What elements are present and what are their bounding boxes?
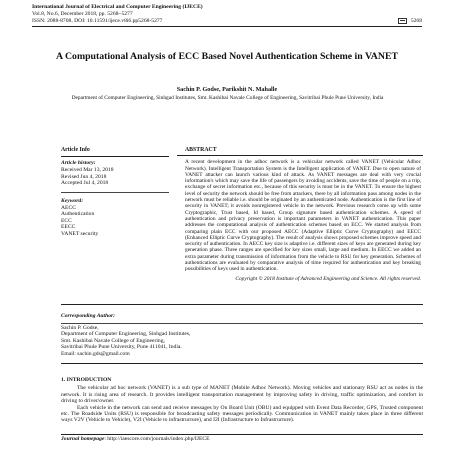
corresponding-bottom-rule xyxy=(61,363,423,364)
revised-date: Revised Jun 4, 2018 xyxy=(61,173,107,180)
article-info-heading: Article Info xyxy=(61,146,169,157)
accepted-date: Accepted Jul 4, 2018 xyxy=(61,180,109,187)
journal-footer xyxy=(61,436,210,442)
corresponding-author-heading: Corresponding Author: xyxy=(61,313,116,319)
corresponding-line: Department of Computer Engineering, Sinhgad Institutes, xyxy=(61,331,191,338)
corresponding-author-details xyxy=(61,325,261,357)
paper-authors: Sachin P. Godse, Parikshit N. Mahalle xyxy=(176,86,278,93)
introduction-section xyxy=(61,377,423,424)
journal-issn: ISSN: 2088-8708, DOI: 10.11591/ijece.v8i6.pp5268-5277 xyxy=(32,17,163,24)
abstract-text: A recent development in the adhoc network is a vehicular network called VANET (Vehicular Adhoc Network). Intelligent Transportation System is the Intelligent application of VANET. Due to open nature of VANET attacker can launch various kind of attack. As VANET messages are deal with very crucial information's which may save the life of passengers by avoiding accidents, save the time of people on a trip, exchange of secret information etc., because of this security is must be in the VANET. To ensure the highest level of security the network should be free from attackers, there by all information pass among nodes in the network must be reliable i.e. should be originated by an authenticated node. Authentication is the first line of security in VANET; it avoids nonregistered vehicle in the network. Previous research come up with some Cryptographic, Trust based, Id based, Group signature based authentication schemes. A speed of authentication and privacy preservation is important parameters in VANET authentication. This paper addresses the computational analysis of authentication schemes based on ECC. We started analysis from comparing plain ECC with our proposed AECC (Adaptive Elliptic Curve Cryptography) and EECC (Enhanced Elliptic Curve Cryptography). The result of analysis shows proposed schemes improve speed and security of authentication. In AECC key size is adaptive i.e. different sizes of keys are generated during key generation phase. Three ranges are specified for key sizes small, large and medium. In EECC we added an extra parameter during transmission of information from the vehicle to RSU for key generation. Schemes of authentications are evaluated by comparative analysis of time required for authentication and key breaking possibilities of keys used in authentication. xyxy=(185,159,421,273)
keyword-label: Keyword: xyxy=(61,197,84,204)
corresponding-email: Email: sachin.gds@gmail.com xyxy=(61,350,130,357)
keyword-item: VANET security xyxy=(61,230,99,237)
footer-rule xyxy=(61,434,423,435)
corresponding-mid-rule xyxy=(61,323,423,324)
introduction-paragraph: Each vehicle in the network can send and receive messages by On Board Unit (OBU) and equipped with Event Data Recorder, GPS, Trusted component etc. The Roadside Units (RSU) is responsible for broadcasting safety messages periodically. Communication in VANET mainly takes place in three different ways V2V (Vehicle to Vehicle), V2I (Vehicle to infrastructure), and I2I (Infrastructure to Infrastructure). xyxy=(61,404,423,424)
corresponding-top-rule xyxy=(61,304,423,305)
introduction-paragraph: The vehicular ad hoc network (VANET) is a sub type of MANET (Mobile Adhoc Network). Moving vehicles and stationary RSU act as nodes in the network. It is rising area of research. It provides intelligent transportation management by improving safety in driving, traffic optimization, and comfort in driving to driver/owner. xyxy=(61,385,423,405)
corresponding-line: Sachin P. Godse, xyxy=(61,325,99,331)
article-info-column xyxy=(61,146,169,238)
page-number: 5268 xyxy=(410,17,422,24)
corresponding-line: Smt. Kashibai Navale College of Engineering, xyxy=(61,337,165,344)
corresponding-author-heading-box xyxy=(61,313,211,320)
journal-logo-icon xyxy=(398,18,407,24)
article-history-label: Article history: xyxy=(61,159,96,166)
abstract-column xyxy=(177,146,423,282)
paper-affiliation: Department of Computer Engineering, Sinhgad Institutes, Smt. Kashibai Navale College of Engineering, Savitribai Phule Pune University, India xyxy=(71,95,384,101)
keyword-item: EECC xyxy=(61,224,76,231)
paper-title: A Computational Analysis of ECC Based Novel Authentication Scheme in VANET xyxy=(55,51,399,62)
footer-label: Journal homepage xyxy=(61,436,105,442)
abstract-heading: ABSTRACT xyxy=(177,146,423,156)
journal-homepage-link[interactable]: : http://iaescore.com/journals/index.php/IJECE xyxy=(104,436,210,442)
journal-name: International Journal of Electrical and Computer Engineering (IJECE) xyxy=(32,4,203,10)
journal-volume: Vol.8, No.6, December 2018, pp. 5268~5277 xyxy=(32,10,133,17)
copyright-notice: Copyright © 2018 Institute of Advanced Engineering and Science. All rights reserved. xyxy=(235,275,421,282)
keyword-item: ECC xyxy=(61,217,72,224)
header-rule xyxy=(32,26,422,27)
keyword-item: AECC xyxy=(61,204,76,211)
keyword-item: Authentication xyxy=(61,211,95,218)
received-date: Received Mar 13, 2018 xyxy=(61,167,114,174)
introduction-heading: 1. INTRODUCTION xyxy=(61,377,112,383)
journal-header xyxy=(32,4,422,24)
corresponding-line: Savitribai Phule Pune University, Pune 411041, India. xyxy=(61,344,182,351)
